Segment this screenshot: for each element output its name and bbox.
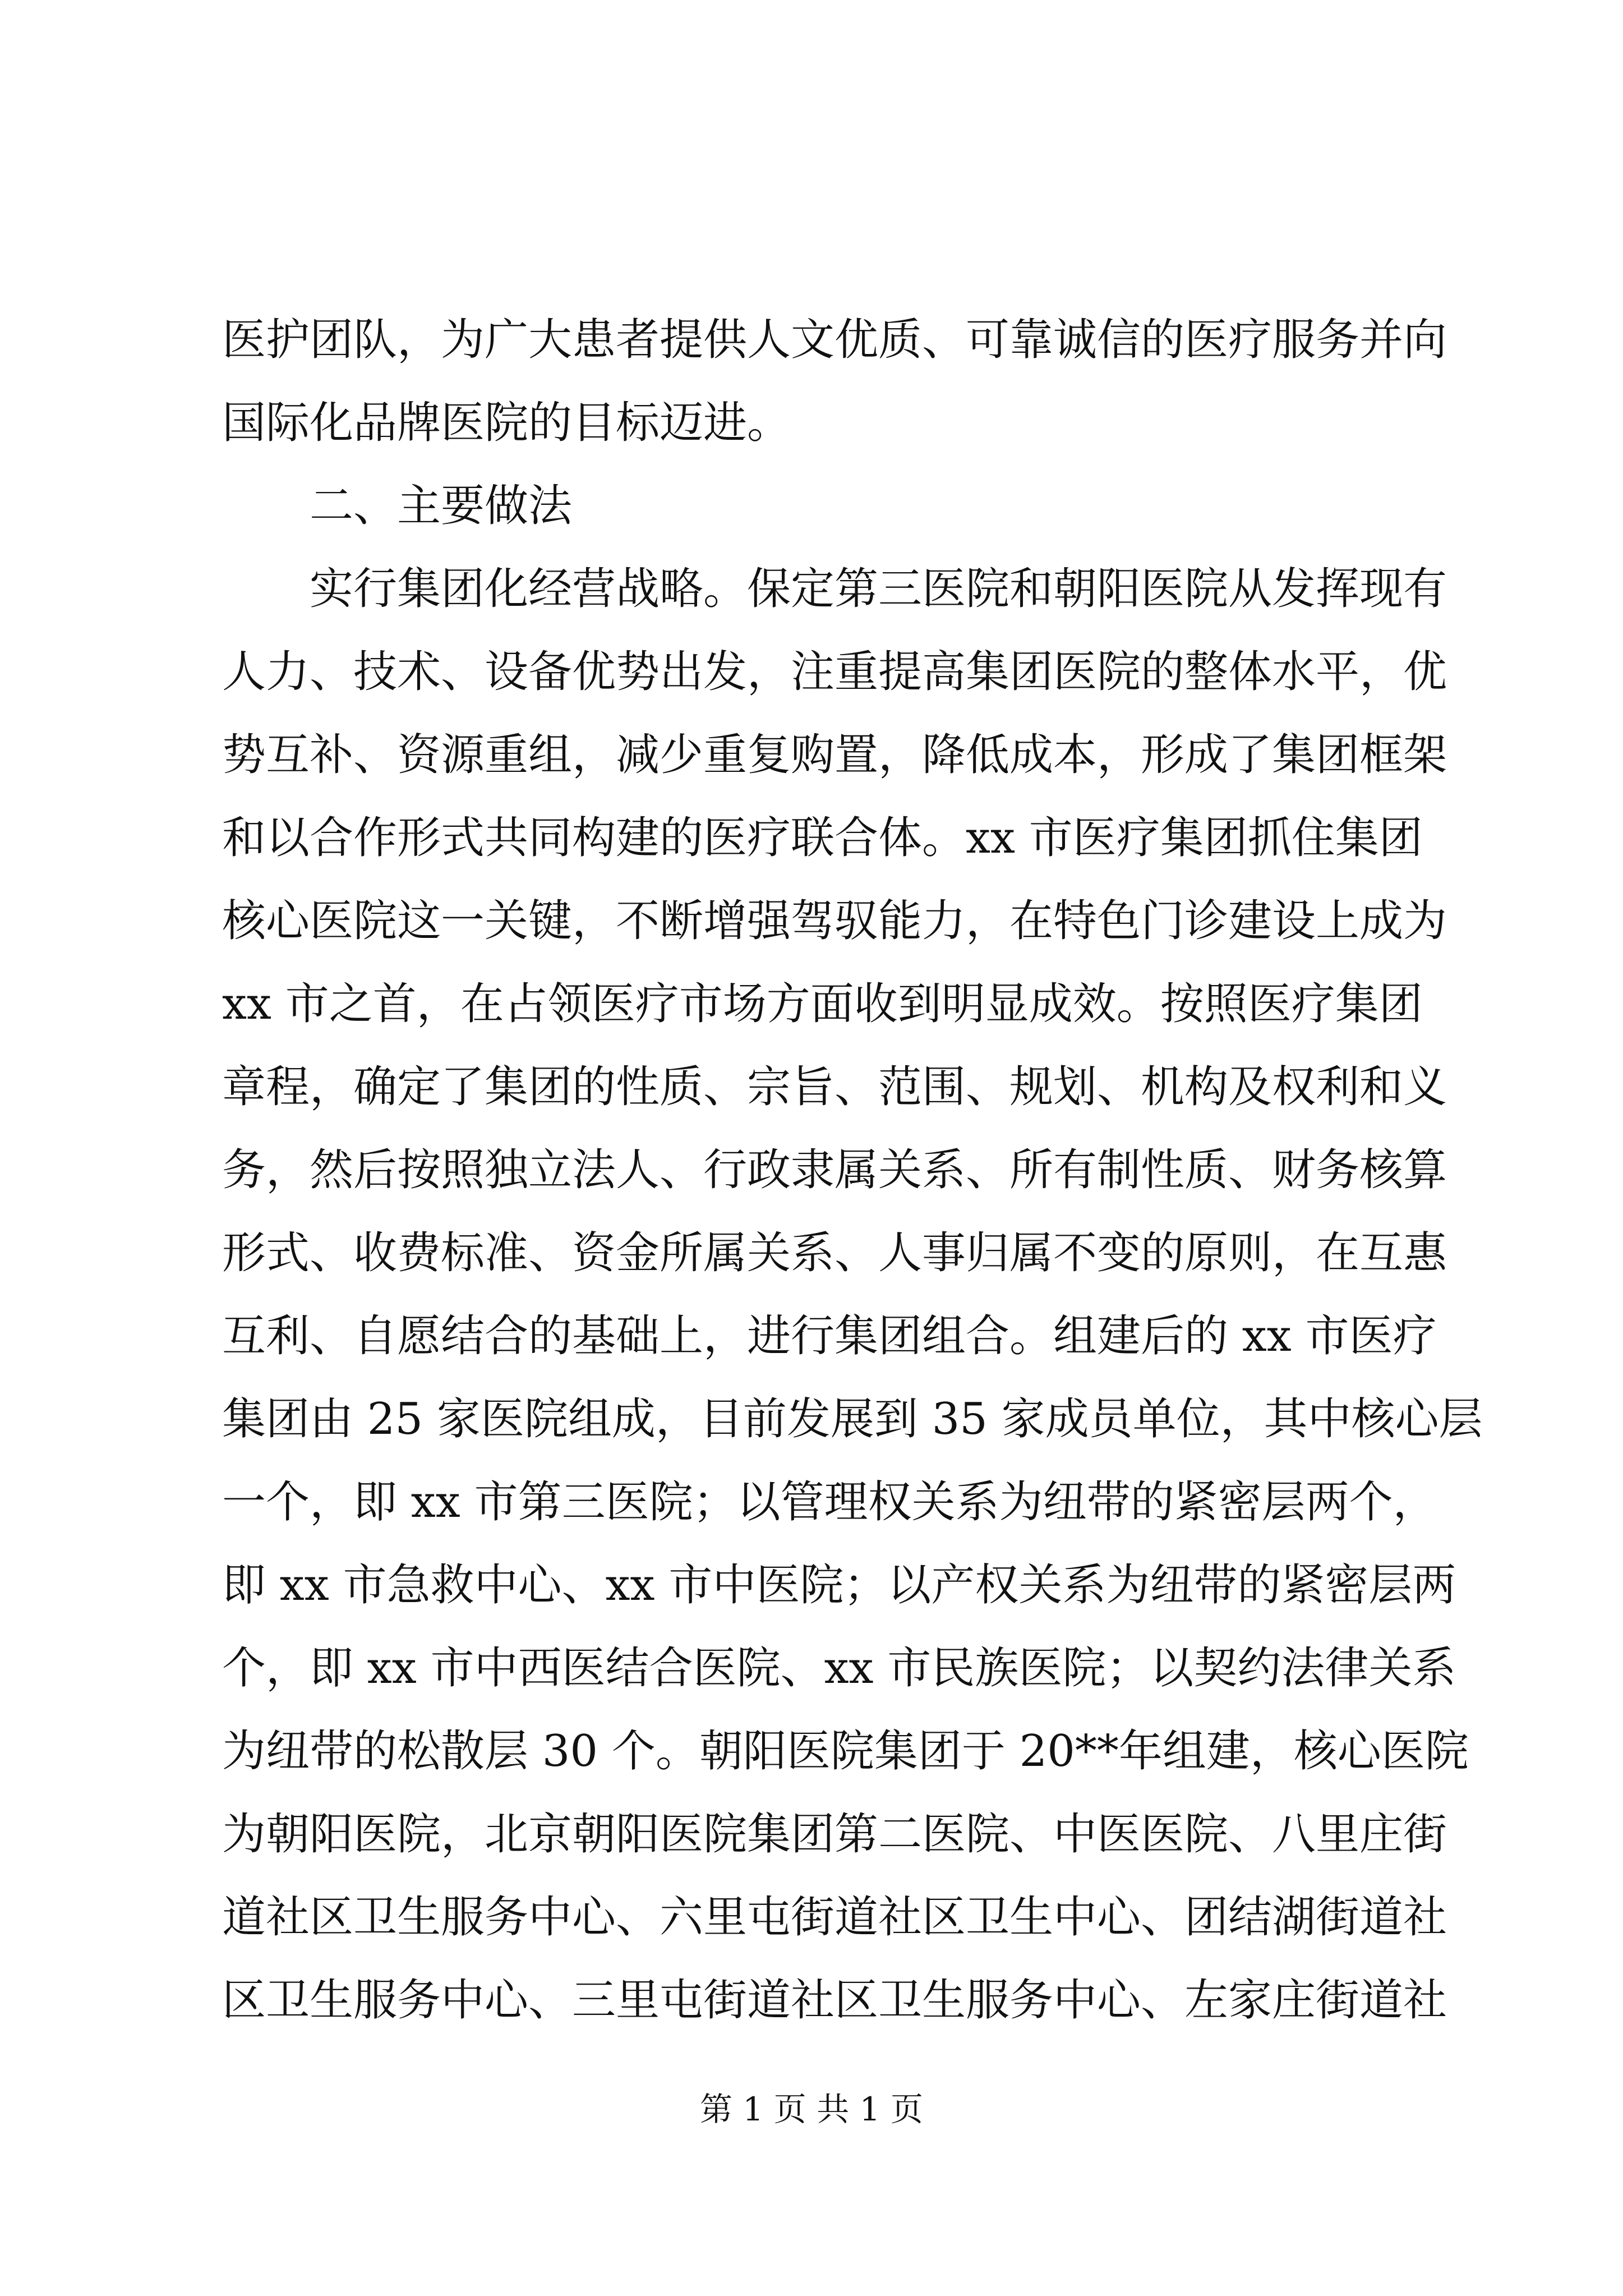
text-line: 核心医院这一关键，不断增强驾驭能力，在特色门诊建设上成为 (222, 896, 1447, 946)
text-line: 医护团队，为广大患者提供人文优质、可靠诚信的医疗服务并向 (222, 315, 1447, 365)
text-line: 和以合作形式共同构建的医疗联合体。xx 市医疗集团抓住集团 (222, 813, 1423, 863)
text-line: 区卫生服务中心、三里屯街道社区卫生服务中心、左家庄街道社 (222, 1975, 1447, 2026)
text-line: 势互补、资源重组，减少重复购置，降低成本，形成了集团框架 (222, 730, 1447, 780)
text-line: xx 市之首，在占领医疗市场方面收到明显成效。按照医疗集团 (222, 979, 1423, 1029)
body-text (222, 298, 1483, 2042)
text-line: 形式、收费标准、资金所属关系、人事归属不变的原则，在互惠 (222, 1228, 1447, 1278)
text-line: 即 xx 市急救中心、xx 市中医院；以产权关系为纽带的紧密层两 (222, 1560, 1456, 1611)
text-line: 为纽带的松散层 30 个。朝阳医院集团于 20**年组建，核心医院 (222, 1726, 1469, 1777)
text-line: 国际化品牌医院的目标迈进。 (222, 398, 791, 448)
text-line: 道社区卫生服务中心、六里屯街道社区卫生中心、团结湖街道社 (222, 1892, 1447, 1943)
text-line: 一个，即 xx 市第三医院；以管理权关系为纽带的紧密层两个， (222, 1477, 1437, 1527)
text-line: 互利、自愿结合的基础上，进行集团组合。组建后的 xx 市医疗 (222, 1311, 1437, 1361)
text-line: 务，然后按照独立法人、行政隶属关系、所有制性质、财务核算 (222, 1145, 1447, 1195)
text-line: 人力、技术、设备优势出发，注重提高集团医院的整体水平，优 (222, 647, 1447, 697)
text-line: 实行集团化经营战略。保定第三医院和朝阳医院从发挥现有 (310, 564, 1447, 614)
text-line: 个，即 xx 市中西医结合医院、xx 市民族医院；以契约法律关系 (222, 1643, 1456, 1694)
text-line: 章程，确定了集团的性质、宗旨、范围、规划、机构及权利和义 (222, 1062, 1447, 1112)
section-heading: 二、主要做法 (310, 481, 573, 531)
text-line: 为朝阳医院，北京朝阳医院集团第二医院、中医医院、八里庄街 (222, 1809, 1447, 1860)
page-number-footer: 第 1 页 共 1 页 (700, 2090, 923, 2128)
text-line: 集团由 25 家医院组成，目前发展到 35 家成员单位，其中核心层 (222, 1394, 1483, 1444)
